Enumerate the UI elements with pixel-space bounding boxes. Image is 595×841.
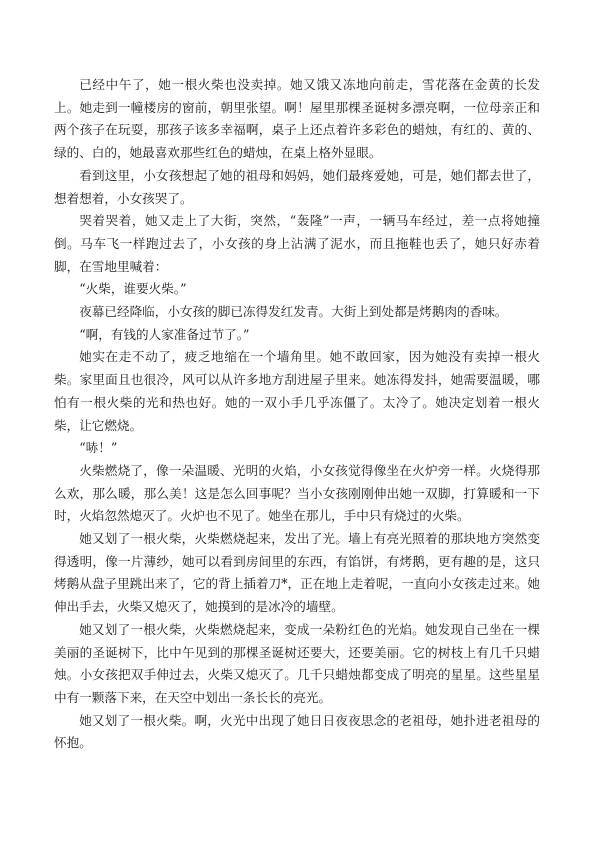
paragraph: 看到这里，小女孩想起了她的祖母和妈妈，她们最疼爱她，可是，她们都去世了，想着想着，小女孩哭了。 [54, 167, 540, 206]
paragraph: 已经中午了，她一根火柴也没卖掉。她又饿又冻地向前走，雪花落在金黄的长发上。她走到一幢楼房的窗前，朝里张望。啊！屋里那棵圣诞树多漂亮啊，一位母亲正和两个孩子在玩耍，那孩子该多幸福啊，桌子上还点着许多彩色的蜡烛，有红的、黄的、绿的、白的，她最喜欢那些红色的蜡烛，在桌上格外显眼。 [54, 77, 540, 161]
story-text [54, 74, 540, 755]
dialogue-line: “啊，有钱的人家准备过节了。” [79, 326, 250, 342]
paragraph: 她又划了一根火柴。啊，火光中出现了她日日夜夜思念的老祖母，她扑进老祖母的怀抱。 [54, 712, 540, 751]
dialogue-line: “火柴，谁要火柴。” [79, 281, 187, 297]
paragraph: 她又划了一根火柴，火柴燃烧起来，发出了光。墙上有亮光照着的那块地方突然变得透明，像一片薄纱，她可以看到房间里的东西，有馅饼，有烤鹅，更有趣的是，这只烤鹅从盘子里跳出来了，它的背上插着刀*，正在地上走着呢，一直向小女孩走过来。她伸出手去，火柴又熄灭了，她摸到的是冰冷的墙壁。 [54, 531, 540, 615]
paragraph: 她又划了一根火柴，火柴燃烧起来，变成一朵粉红色的光焰。她发现自己坐在一棵美丽的圣诞树下，比中午见到的那棵圣诞树还要大，还要美丽。它的树枝上有几千只蜡烛。小女孩把双手伸过去，火柴又熄灭了。几千只蜡烛都变成了明亮的星星。这些星星中有一颗落下来，在天空中划出一条长长的亮光。 [54, 621, 540, 705]
paragraph: 火柴燃烧了，像一朵温暖、光明的火焰，小女孩觉得像坐在火炉旁一样。火烧得那么欢，那么暖，那么美！这是怎么回事呢？当小女孩刚刚伸出她一双脚，打算暖和一下时，火焰忽然熄灭了。火炉也不见了。她坐在那儿，手中只有烧过的火柴。 [54, 462, 540, 524]
paragraph: 夜幕已经降临，小女孩的脚已冻得发红发青。大街上到处都是烤鹅肉的香味。 [79, 304, 508, 320]
dialogue-line: “哧！” [79, 440, 118, 456]
paragraph: 她实在走不动了，疲乏地缩在一个墙角里。她不敢回家，因为她没有卖掉一根火柴。家里面且也很冷，风可以从许多地方刮进屋子里来。她冻得发抖，她需要温暖，哪怕有一根火柴的光和热也好。她的一双小手几乎冻僵了。太冷了。她决定划着一根火柴，让它燃烧。 [54, 349, 540, 433]
paragraph: 哭着哭着，她又走上了大街，突然，“轰隆”一声，一辆马车经过，差一点将她撞倒。马车飞一样跑过去了，小女孩的身上沾满了泥水，而且拖鞋也丢了，她只好赤着脚，在雪地里喊着： [54, 213, 540, 274]
